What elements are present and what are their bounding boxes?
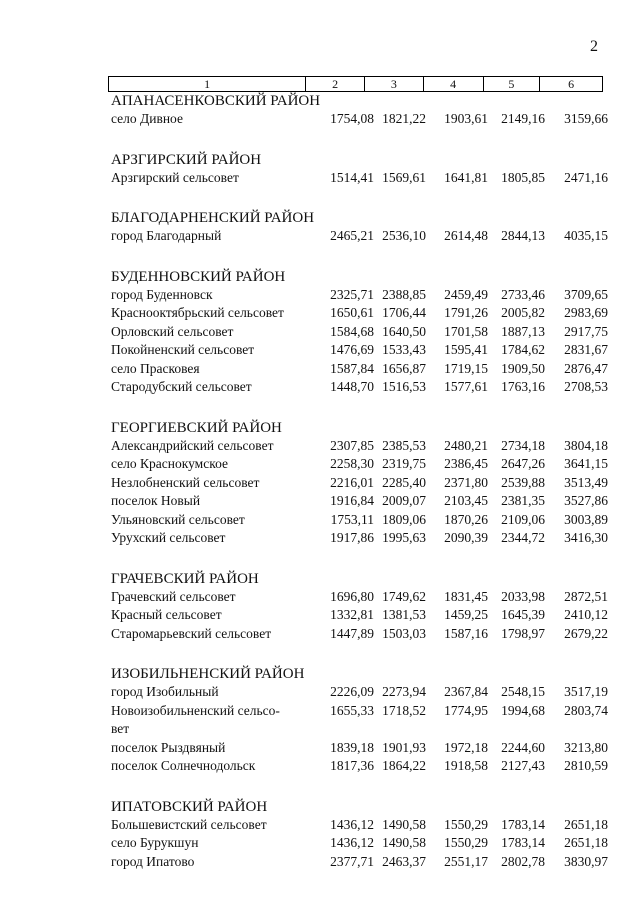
value-col-5: 2344,72 (501, 530, 545, 545)
settlement-name: Новоизобильненский сельсо- вет (111, 702, 280, 736)
value-col-6: 3641,15 (564, 456, 608, 471)
table-row (111, 739, 611, 758)
value-col-3: 1533,43 (382, 342, 426, 357)
value-col-6: 2471,16 (564, 169, 608, 185)
settlement-name: город Буденновск (111, 286, 213, 302)
value-col-3: 1490,58 (382, 816, 426, 832)
value-col-5: 2539,88 (501, 474, 545, 490)
value-col-2: 2377,71 (330, 853, 374, 869)
value-col-6: 3003,89 (564, 511, 608, 527)
value-col-2: 1447,89 (330, 625, 374, 641)
value-col-6: 2831,67 (564, 342, 608, 357)
value-col-6: 2803,74 (564, 702, 608, 718)
value-col-3: 1995,63 (382, 530, 426, 545)
value-col-2: 1916,84 (330, 493, 374, 508)
value-col-5: 1784,62 (501, 342, 545, 357)
settlement-name: Краснооктябрьский сельсовет (111, 305, 284, 320)
value-col-6: 2410,12 (564, 607, 608, 622)
value-col-2: 2226,09 (330, 684, 374, 699)
value-col-6: 3804,18 (564, 437, 608, 453)
value-col-6: 3159,66 (564, 111, 608, 126)
value-col-3: 1569,61 (382, 169, 426, 185)
table-row (111, 474, 611, 493)
district-section (111, 419, 611, 548)
settlement-name: Орловский сельсовет (111, 323, 234, 339)
value-col-6: 2983,69 (564, 305, 608, 320)
value-col-4: 1550,29 (444, 816, 488, 832)
value-col-3: 1864,22 (382, 758, 426, 773)
table-row (111, 853, 611, 872)
value-col-3: 2009,07 (382, 493, 426, 508)
column-header-5: 5 (484, 77, 541, 91)
value-col-3: 1640,50 (382, 323, 426, 339)
value-col-6: 2651,18 (564, 816, 608, 832)
district-title: ГЕОРГИЕВСКИЙ РАЙОН (111, 419, 282, 436)
value-col-4: 2367,84 (444, 684, 488, 699)
value-col-6: 2810,59 (564, 758, 608, 773)
settlement-name: село Бурукшун (111, 835, 199, 850)
value-col-4: 1459,25 (444, 607, 488, 622)
table-row (111, 323, 611, 342)
table-row (111, 511, 611, 530)
value-col-2: 1839,18 (330, 739, 374, 755)
value-col-6: 2708,53 (564, 379, 608, 394)
value-col-3: 1503,03 (382, 625, 426, 641)
value-col-6: 3830,97 (564, 853, 608, 869)
value-col-4: 1550,29 (444, 835, 488, 850)
value-col-6: 3513,49 (564, 474, 608, 490)
table-row (111, 304, 611, 323)
settlement-name: Большевистский сельсовет (111, 816, 267, 832)
value-col-4: 1595,41 (444, 342, 488, 357)
value-col-6: 4035,15 (564, 228, 608, 243)
value-col-5: 2381,35 (501, 493, 545, 508)
value-col-2: 2325,71 (330, 286, 374, 302)
table-row (111, 702, 611, 739)
value-col-3: 1901,93 (382, 739, 426, 755)
table-body (111, 92, 611, 893)
value-col-4: 1972,18 (444, 739, 488, 755)
value-col-5: 2647,26 (501, 456, 545, 471)
value-col-5: 1798,97 (501, 625, 545, 641)
value-col-4: 1870,26 (444, 511, 488, 527)
district-section (111, 570, 611, 644)
value-col-5: 1783,14 (501, 816, 545, 832)
value-col-4: 2386,45 (444, 456, 488, 471)
value-col-4: 1831,45 (444, 588, 488, 604)
value-col-5: 2005,82 (501, 305, 545, 320)
table-row (111, 816, 611, 835)
value-col-6: 3527,86 (564, 493, 608, 508)
district-section (111, 151, 611, 188)
value-col-2: 1587,84 (330, 360, 374, 376)
district-title: ИПАТОВСКИЙ РАЙОН (111, 798, 268, 815)
value-col-5: 1909,50 (501, 360, 545, 376)
table-row (111, 625, 611, 644)
column-header-1: 1 (109, 77, 306, 91)
settlement-name: город Благодарный (111, 228, 222, 243)
table-row (111, 834, 611, 853)
value-col-2: 1448,70 (330, 379, 374, 394)
value-col-2: 2258,30 (330, 456, 374, 471)
value-col-3: 1749,62 (382, 588, 426, 604)
value-col-4: 2480,21 (444, 437, 488, 453)
district-title: ГРАЧЕВСКИЙ РАЙОН (111, 570, 259, 587)
value-col-4: 1791,26 (444, 305, 488, 320)
settlement-name: город Ипатово (111, 853, 195, 869)
district-section (111, 268, 611, 397)
value-col-2: 1650,61 (330, 305, 374, 320)
value-col-4: 1903,61 (444, 111, 488, 126)
value-col-3: 1656,87 (382, 360, 426, 376)
value-col-6: 2876,47 (564, 360, 608, 376)
value-col-2: 1476,69 (330, 342, 374, 357)
value-col-5: 2548,15 (501, 684, 545, 699)
district-section (111, 798, 611, 872)
value-col-5: 2734,18 (501, 437, 545, 453)
table-row (111, 341, 611, 360)
value-col-5: 2244,60 (501, 739, 545, 755)
table-row (111, 110, 611, 129)
table-row (111, 455, 611, 474)
value-col-3: 2319,75 (382, 456, 426, 471)
value-col-6: 3213,80 (564, 739, 608, 755)
value-col-4: 1719,15 (444, 360, 488, 376)
value-col-2: 1436,12 (330, 835, 374, 850)
value-col-6: 3709,65 (564, 286, 608, 302)
value-col-5: 1994,68 (501, 702, 545, 718)
settlement-name: Ульяновский сельсовет (111, 511, 245, 527)
value-col-4: 2371,80 (444, 474, 488, 490)
value-col-2: 1514,41 (330, 169, 374, 185)
page-number: 2 (590, 38, 598, 55)
settlement-name: Старомарьевский сельсовет (111, 625, 272, 641)
value-col-2: 1332,81 (330, 607, 374, 622)
table-column-header (108, 76, 603, 92)
value-col-5: 1805,85 (501, 169, 545, 185)
value-col-2: 2216,01 (330, 474, 374, 490)
settlement-name: Арзгирский сельсовет (111, 169, 239, 185)
value-col-3: 2463,37 (382, 853, 426, 869)
value-col-3: 1516,53 (382, 379, 426, 394)
district-section (111, 209, 611, 246)
value-col-6: 3416,30 (564, 530, 608, 545)
value-col-3: 1821,22 (382, 111, 426, 126)
table-row (111, 683, 611, 702)
value-col-2: 2465,21 (330, 228, 374, 243)
value-col-2: 1817,36 (330, 758, 374, 773)
value-col-4: 1587,16 (444, 625, 488, 641)
value-col-2: 1655,33 (330, 702, 374, 718)
value-col-4: 1577,61 (444, 379, 488, 394)
value-col-3: 2273,94 (382, 684, 426, 699)
table-row (111, 286, 611, 305)
district-title: БЛАГОДАРНЕНСКИЙ РАЙОН (111, 210, 315, 226)
value-col-5: 1763,16 (501, 379, 545, 394)
value-col-5: 1887,13 (501, 323, 545, 339)
value-col-4: 1641,81 (444, 169, 488, 185)
value-col-6: 2679,22 (564, 625, 608, 641)
value-col-3: 1490,58 (382, 835, 426, 850)
value-col-5: 2733,46 (501, 286, 545, 302)
value-col-4: 1774,95 (444, 702, 488, 718)
value-col-2: 1754,08 (330, 111, 374, 126)
table-row (111, 227, 611, 246)
table-row (111, 360, 611, 379)
value-col-5: 2127,43 (501, 758, 545, 773)
settlement-name: Незлобненский сельсовет (111, 474, 260, 490)
table-row (111, 529, 611, 548)
value-col-2: 1436,12 (330, 816, 374, 832)
value-col-2: 1753,11 (330, 511, 374, 527)
value-col-2: 1584,68 (330, 323, 374, 339)
column-header-6: 6 (568, 77, 575, 91)
district-title: АПАНАСЕНКОВСКИЙ РАЙОН (111, 93, 321, 109)
settlement-name: поселок Солнечнодольск (111, 758, 256, 773)
settlement-name: Стародубский сельсовет (111, 379, 252, 394)
settlement-name: село Дивное (111, 111, 183, 126)
value-col-3: 1718,52 (382, 702, 426, 718)
settlement-name: Урухский сельсовет (111, 530, 226, 545)
value-col-4: 1701,58 (444, 323, 488, 339)
settlement-name: Покойненский сельсовет (111, 342, 255, 357)
value-col-4: 2103,45 (444, 493, 488, 508)
table-row (111, 588, 611, 607)
value-col-3: 1381,53 (382, 607, 426, 622)
value-col-5: 2109,06 (501, 511, 545, 527)
value-col-2: 1917,86 (330, 530, 374, 545)
value-col-4: 2551,17 (444, 853, 488, 869)
table-row (111, 492, 611, 511)
district-title: АРЗГИРСКИЙ РАЙОН (111, 151, 262, 168)
value-col-3: 1809,06 (382, 511, 426, 527)
value-col-5: 2802,78 (501, 853, 545, 869)
settlement-name: Красный сельсовет (111, 607, 222, 622)
table-row (111, 606, 611, 625)
value-col-6: 2917,75 (564, 323, 608, 339)
table-row (111, 757, 611, 776)
value-col-5: 2033,98 (501, 588, 545, 604)
value-col-5: 1783,14 (501, 835, 545, 850)
value-col-6: 2872,51 (564, 588, 608, 604)
settlement-name: город Изобильный (111, 684, 219, 699)
district-section (111, 665, 611, 776)
district-section (111, 92, 611, 129)
district-title: БУДЕННОВСКИЙ РАЙОН (111, 268, 286, 285)
value-col-5: 2149,16 (501, 111, 545, 126)
value-col-4: 2459,49 (444, 286, 488, 302)
settlement-name: Александрийский сельсовет (111, 437, 274, 453)
column-header-3: 3 (365, 77, 424, 91)
value-col-6: 2651,18 (564, 835, 608, 850)
value-col-3: 2385,53 (382, 437, 426, 453)
value-col-3: 1706,44 (382, 305, 426, 320)
value-col-2: 2307,85 (330, 437, 374, 453)
settlement-name: поселок Рыздвяный (111, 739, 226, 755)
settlement-name: село Краснокумское (111, 456, 228, 471)
settlement-name: Грачевский сельсовет (111, 588, 236, 604)
value-col-3: 2536,10 (382, 228, 426, 243)
table-row (111, 437, 611, 456)
value-col-4: 2090,39 (444, 530, 488, 545)
column-header-4: 4 (424, 77, 484, 91)
district-title: ИЗОБИЛЬНЕНСКИЙ РАЙОН (111, 666, 305, 682)
value-col-5: 2844,13 (501, 228, 545, 243)
value-col-6: 3517,19 (564, 684, 608, 699)
value-col-5: 1645,39 (501, 607, 545, 622)
value-col-3: 2388,85 (382, 286, 426, 302)
settlement-name: поселок Новый (111, 493, 201, 508)
value-col-2: 1696,80 (330, 588, 374, 604)
value-col-4: 1918,58 (444, 758, 488, 773)
column-header-2: 2 (306, 77, 365, 91)
table-row (111, 378, 611, 397)
value-col-3: 2285,40 (382, 474, 426, 490)
settlement-name: село Прасковея (111, 360, 200, 376)
table-row (111, 169, 611, 188)
value-col-4: 2614,48 (444, 228, 488, 243)
